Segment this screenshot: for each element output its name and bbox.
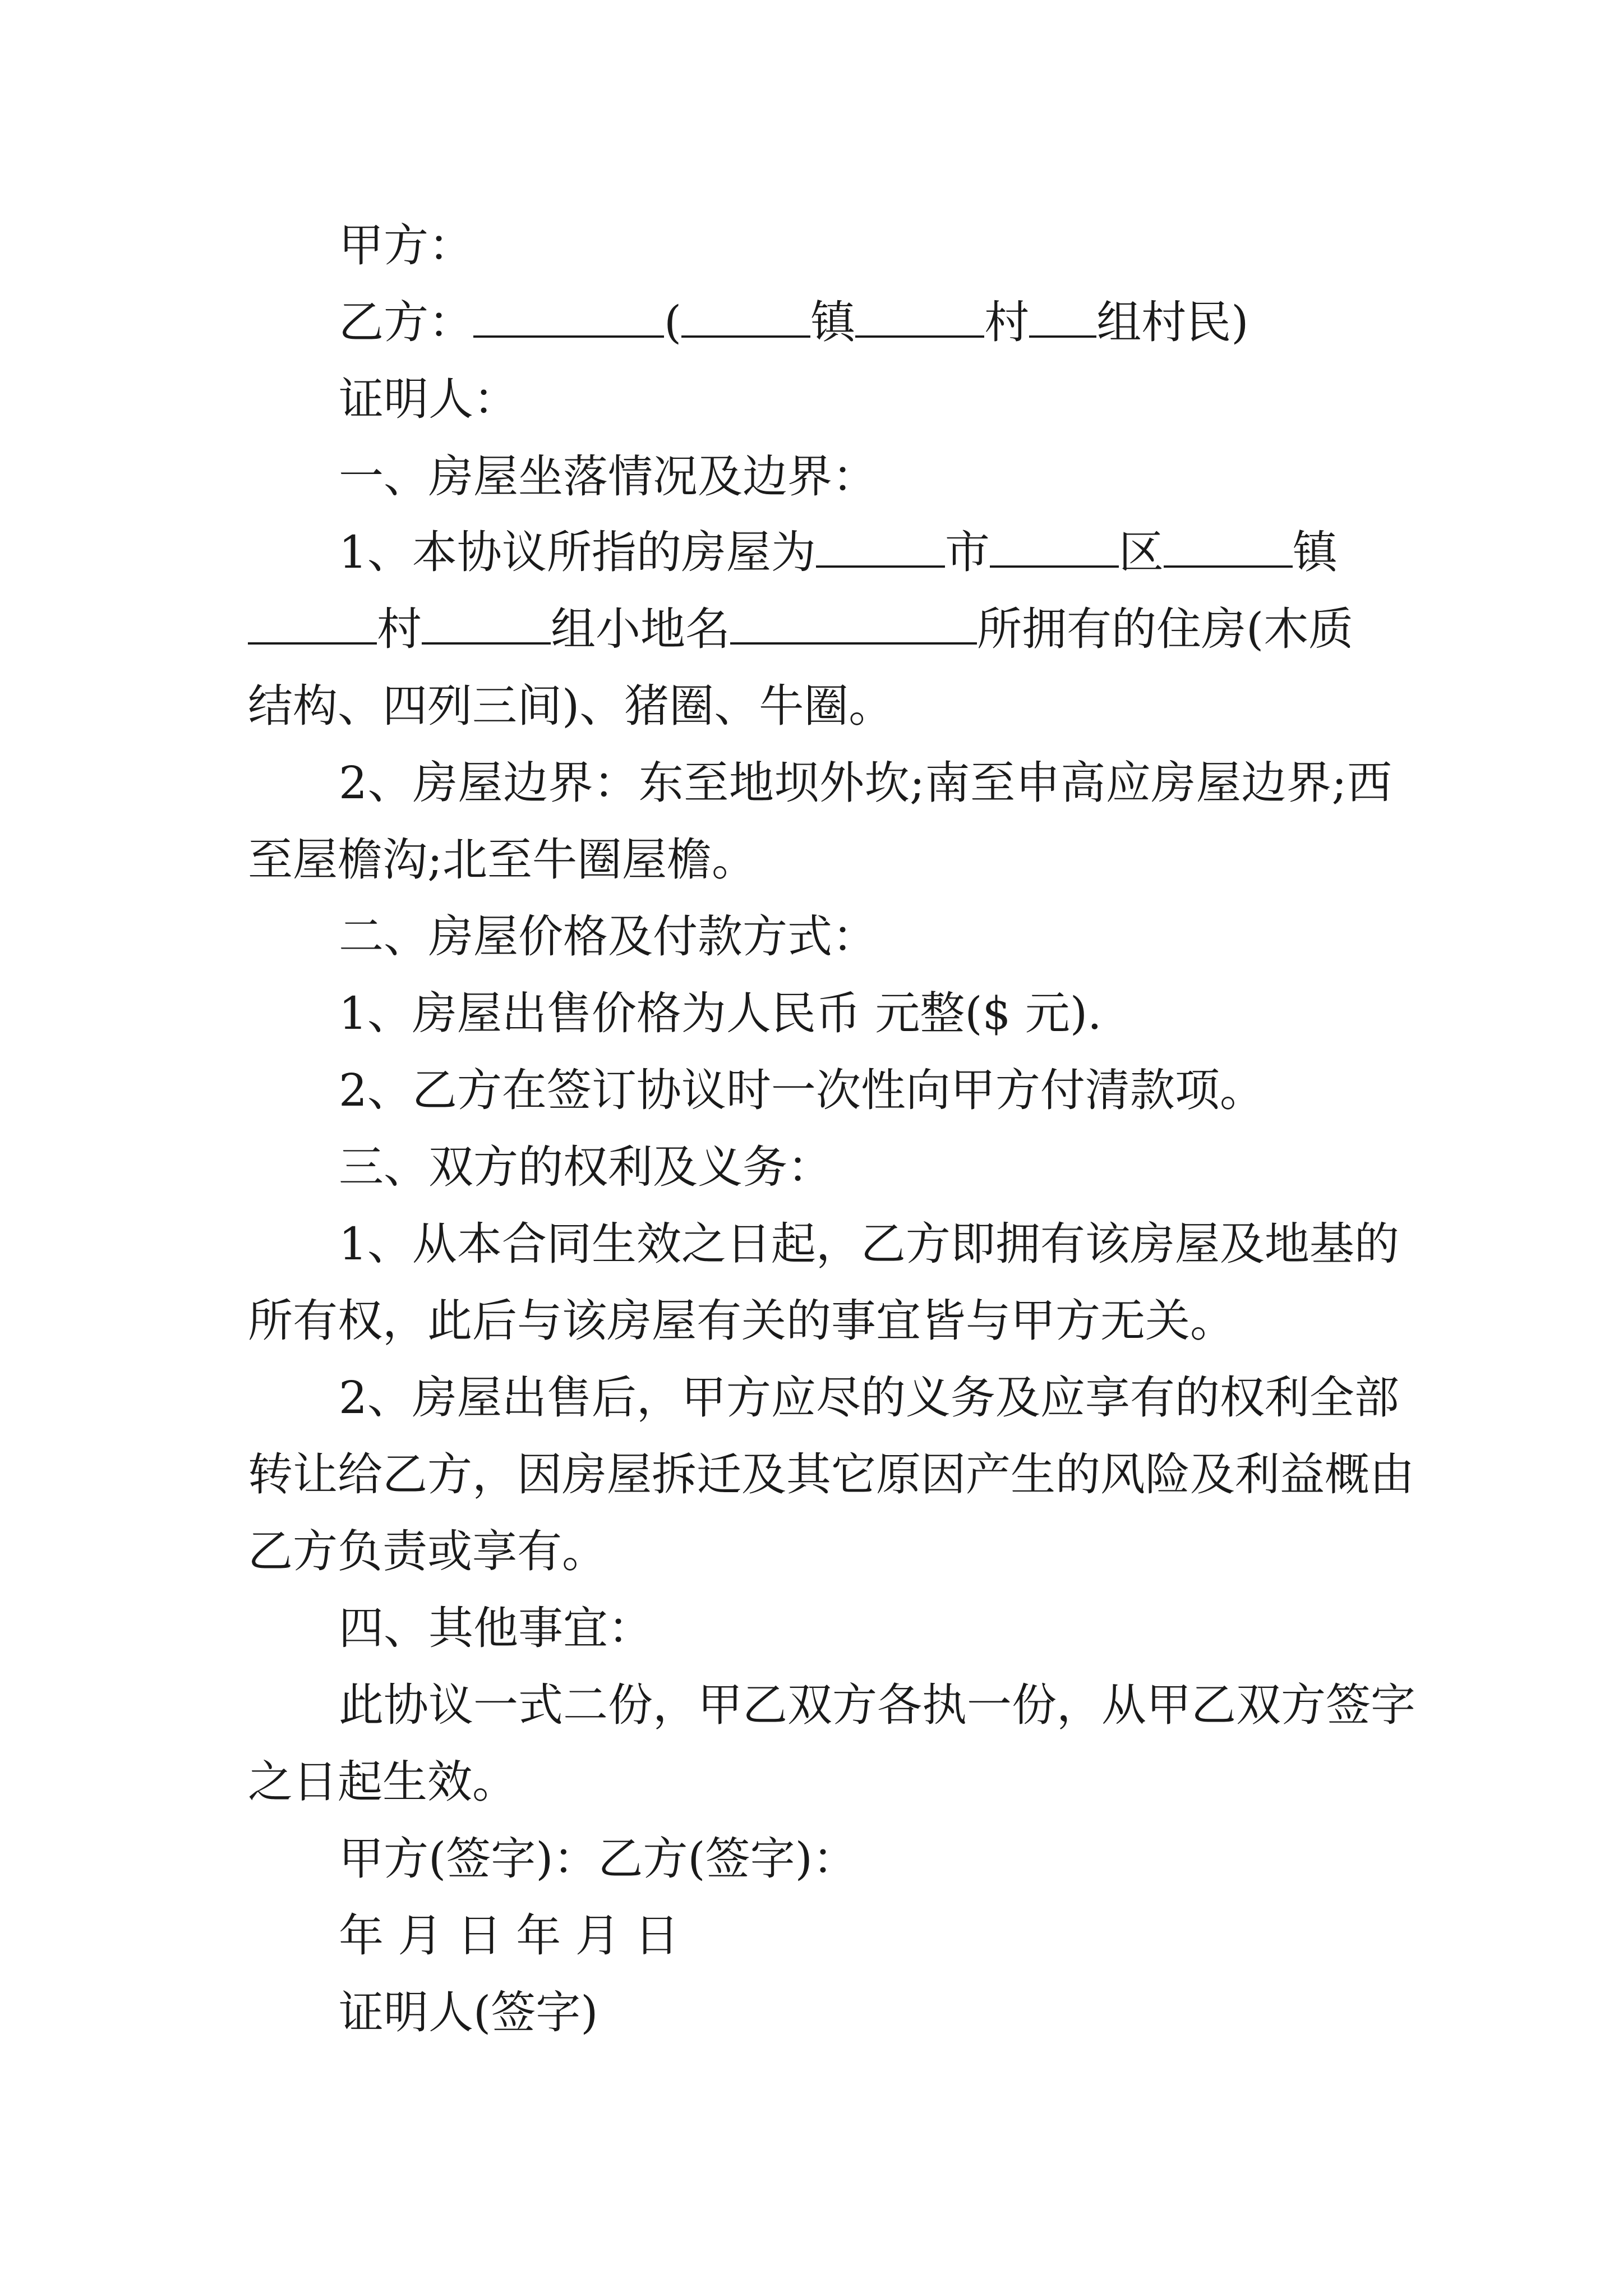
section4-body-line2: 之日起生效。 [248,1756,517,1808]
item1-village: 村 [377,603,422,655]
party-b-town-blank [681,296,810,338]
signature-witness: 证明人(签字) [339,1986,598,2039]
section3-item2-line1: 2、房屋出售后，甲方应尽的义务及应享有的权利全部 [339,1372,1399,1424]
signature-parties: 甲方(签字)：乙方(签字)： [339,1833,857,1885]
party-b-group: 组村民) [1096,296,1249,348]
section1-item2-line2: 至屋檐沟;北至牛圈屋檐。 [248,834,757,886]
section2-item2: 2、乙方在签订协议时一次性向甲方付清款项。 [339,1064,1265,1116]
section4-heading: 四、其他事宜： [339,1602,653,1654]
section2-heading: 二、房屋价格及付款方式： [339,910,877,963]
item1-city: 市 [944,526,990,578]
section3-item1-line1: 1、从本合同生效之日起，乙方即拥有该房屋及地基的 [339,1218,1399,1270]
item1-suffix: 所拥有的住房(木质 [977,603,1354,655]
party-b-town: 镇 [810,296,856,348]
section3-heading: 三、双方的权利及义务： [339,1141,832,1193]
section4-body-line1: 此协议一式二份，甲乙双方各执一份，从甲乙双方签字 [339,1679,1415,1731]
town-blank [1164,526,1293,568]
section1-item1-line3: 结构、四列三间)、猪圈、牛圈。 [248,680,894,732]
item1-district: 区 [1118,526,1164,578]
section3-item2-line3: 乙方负责或享有。 [248,1525,607,1577]
section2-item1: 1、房屋出售价格为人民币 元整($ 元). [339,987,1102,1039]
section1-heading: 一、房屋坐落情况及边界： [339,450,877,503]
party-b-group-blank [1029,296,1096,338]
item1-town: 镇 [1292,526,1338,578]
party-b-village: 村 [984,296,1030,348]
village-blank [248,603,377,645]
item1-prefix: 1、本协议所指的房屋为 [339,526,816,578]
party-b-open: ( [664,296,682,348]
witness-line: 证明人： [339,373,518,425]
signature-date: 年 月 日 年 月 日 [339,1910,680,1962]
party-a-line: 甲方： [339,219,473,272]
party-b-line [339,295,1483,351]
party-b-prefix: 乙方： [339,296,473,348]
section1-item2-line1: 2、房屋边界：东至地坝外坎;南至申高应房屋边界;西 [339,757,1392,809]
item1-place: 组小地名 [551,603,730,655]
party-b-village-blank [855,296,984,338]
group-blank [422,603,551,645]
city-blank [816,526,945,568]
section3-item2-line2: 转让给乙方，因房屋拆迁及其它原因产生的风险及利益概由 [248,1448,1414,1501]
section1-item1-line2 [248,601,1392,657]
place-name-blank [730,603,977,645]
section3-item1-line2: 所有权，此后与该房屋有关的事宜皆与甲方无关。 [248,1295,1235,1347]
party-b-name-blank [473,296,664,338]
district-blank [990,526,1119,568]
section1-item1-line1 [339,524,1483,581]
